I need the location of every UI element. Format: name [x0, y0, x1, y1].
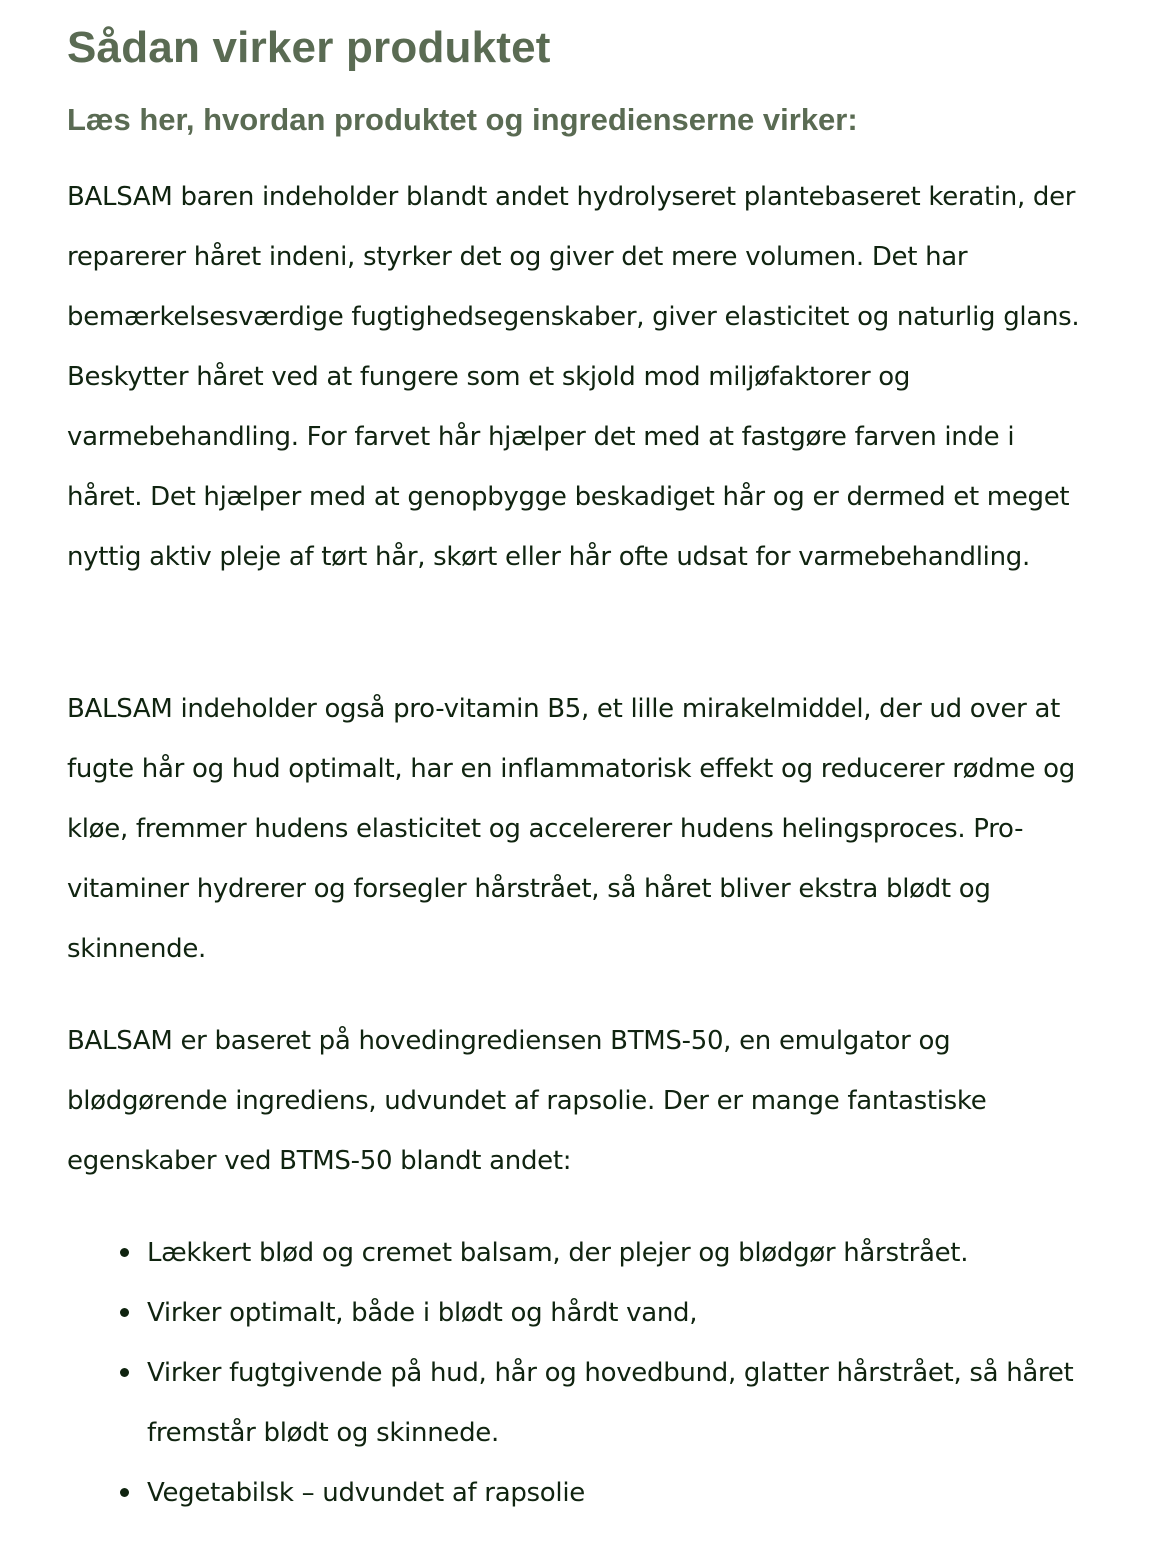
- bullet-icon: [120, 1368, 129, 1377]
- list-item: [147, 1463, 1087, 1523]
- bullet-icon: [120, 1248, 129, 1257]
- list-item-text: Virker optimalt, både i blødt og hårdt vand,: [147, 1298, 698, 1328]
- bullet-icon: [120, 1488, 129, 1497]
- section-subtitle: Læs her, hvordan produktet og ingredienserne virker:: [67, 102, 858, 137]
- page-title: Sådan virker produktet: [67, 23, 551, 72]
- paragraph-btms-50: BALSAM er baseret på hovedingrediensen BTMS-50, en emulgator og blødgørende ingrediens, udvundet af rapsolie. Der er mange fantastiske egenskaber ved BTMS-50 blandt andet:: [67, 1026, 987, 1176]
- benefits-list: [67, 1223, 1087, 1523]
- list-item: [147, 1223, 1087, 1283]
- paragraph-keratin: BALSAM baren indeholder blandt andet hydrolyseret plantebaseret keratin, der reparerer håret indeni, styrker det og giver det mere volumen. Det har bemærkelsesværdige fugtighedsegenskaber, giver elasticitet og naturlig glans. Beskytter håret ved at fungere som et skjold mod miljøfaktorer og varmebehandling. For farvet hår hjælper det med at fastgøre farven inde i håret. Det hjælper med at genopbygge beskadiget hår og er dermed et meget nyttig aktiv pleje af tørt hår, skørt eller hår ofte udsat for varmebehandling.: [67, 182, 1080, 572]
- list-item-text: Virker fugtgivende på hud, hår og hovedbund, glatter hårstrået, så håret fremstår blødt og skinnede.: [147, 1358, 1074, 1448]
- bullet-icon: [120, 1308, 129, 1317]
- list-item-text: Vegetabilsk – udvundet af rapsolie: [147, 1478, 585, 1508]
- list-item: [147, 1343, 1087, 1463]
- paragraph-vitamin-b5: BALSAM indeholder også pro-vitamin B5, et lille mirakelmiddel, der ud over at fugte hår og hud optimalt, har en inflammatorisk effekt og reducerer rødme og kløe, fremmer hudens elasticitet og accelererer hudens helingsproces. Pro-vitaminer hydrerer og forsegler hårstrået, så håret bliver ekstra blødt og skinnende.: [67, 694, 1075, 964]
- list-item-text: Lækkert blød og cremet balsam, der plejer og blødgør hårstrået.: [147, 1238, 969, 1268]
- list-item: [147, 1283, 1087, 1343]
